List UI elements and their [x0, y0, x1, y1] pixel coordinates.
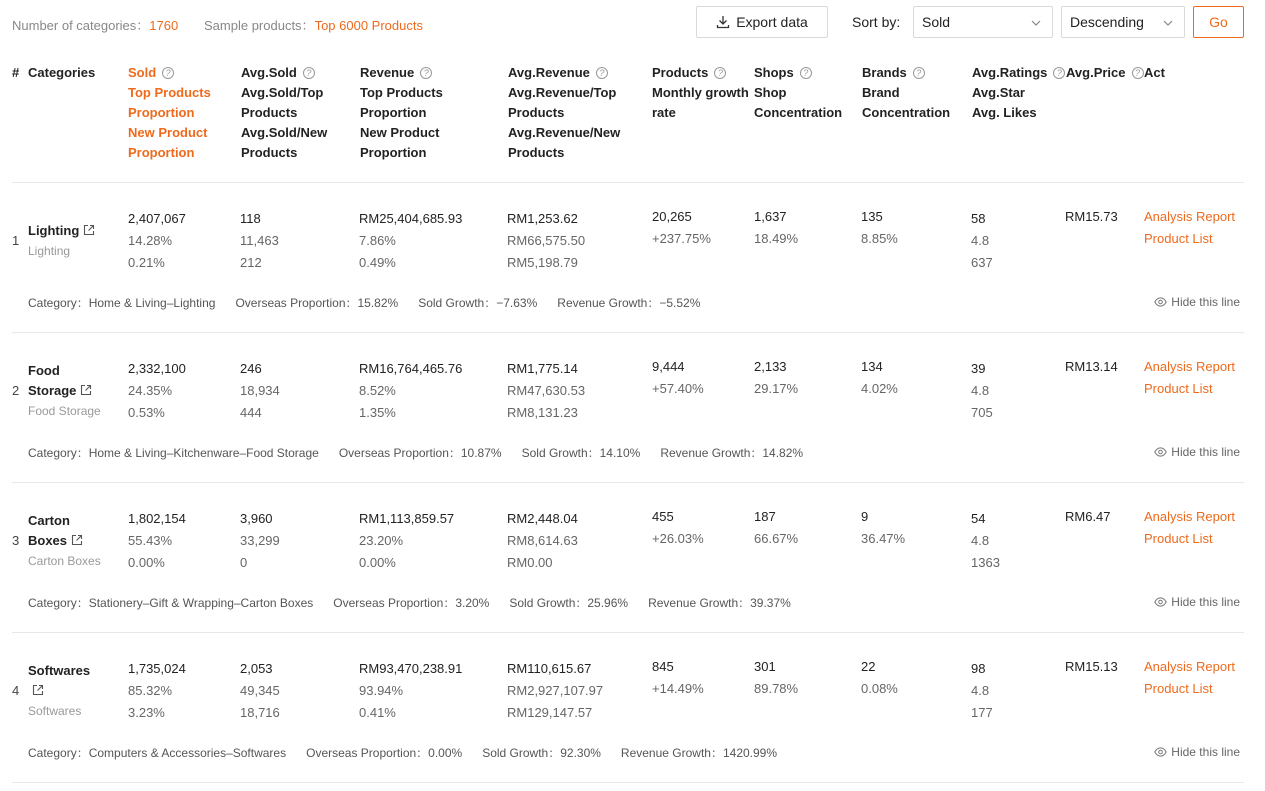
toolbar — [0, 0, 1265, 44]
category-name-text[interactable] — [28, 681, 118, 701]
brands-value: 0.08% — [861, 681, 898, 696]
sold-cell — [128, 508, 186, 574]
revenue-value: 1.35% — [359, 405, 396, 420]
sort-field-select[interactable] — [913, 6, 1053, 38]
products-value: 20,265 — [652, 209, 692, 224]
help-icon[interactable]: ? — [303, 67, 315, 79]
avg-sold-value: 33,299 — [240, 533, 280, 548]
sold-growth-text: Sold Growth：−7.63% — [418, 296, 538, 310]
category-subname: Softwares — [28, 704, 82, 718]
category-subname: Lighting — [28, 244, 71, 258]
row-footer — [28, 744, 797, 761]
sold-growth-text: Sold Growth：14.10% — [521, 446, 641, 460]
hide-line-button[interactable] — [1154, 445, 1240, 459]
avg-revenue-cell — [507, 208, 585, 274]
category-name-text[interactable]: Lighting — [28, 223, 80, 238]
avg-revenue-value: RM110,615.67 — [507, 661, 592, 676]
shops-value: 29.17% — [754, 381, 799, 396]
ratings-value: 177 — [971, 705, 993, 720]
avg-revenue-value: RM2,927,107.97 — [507, 683, 604, 698]
sample-products-value[interactable]: Top 6000 Products — [314, 18, 423, 33]
ratings-value: 4.8 — [971, 683, 990, 698]
avg-sold-value: 2,053 — [240, 661, 273, 676]
sort-by-label: Sort by: — [852, 14, 901, 30]
export-data-button[interactable] — [696, 6, 828, 38]
avg-price-value: RM15.73 — [1065, 209, 1118, 224]
sample-products-label: Sample products： — [204, 18, 315, 33]
sold-value: 1,802,154 — [128, 511, 186, 526]
avg-sold-value: 246 — [240, 361, 262, 376]
categories-count-label: Number of categories： — [12, 18, 150, 33]
hide-line-label: Hide this line — [1171, 445, 1240, 459]
revenue-value: 23.20% — [359, 533, 404, 548]
category-path-text: Category：Stationery–Gift & Wrapping–Carton Boxes — [28, 596, 314, 610]
help-icon[interactable]: ? — [800, 67, 812, 79]
avg-revenue-value: RM0.00 — [507, 555, 553, 570]
ratings-value: 4.8 — [971, 383, 990, 398]
sort-field-value: Sold — [922, 14, 951, 30]
brands-value: 8.85% — [861, 231, 898, 246]
help-icon[interactable]: ? — [714, 67, 726, 79]
avg-revenue-value: RM2,448.04 — [507, 511, 578, 526]
eye-icon — [1154, 597, 1167, 607]
brands-value: 36.47% — [861, 531, 906, 546]
ratings-cell — [971, 358, 993, 424]
overseas-text: Overseas Proportion：15.82% — [235, 296, 399, 310]
table-row — [12, 633, 1244, 783]
help-icon[interactable]: ? — [162, 67, 174, 79]
products-cell — [652, 206, 711, 250]
revenue-value: 93.94% — [359, 683, 404, 698]
products-value: 9,444 — [652, 359, 685, 374]
sold-cell — [128, 658, 186, 724]
header-avg-revenue[interactable]: Avg.Revenue ? Avg.Revenue/Top Products Avg.Revenue/New Products — [508, 65, 621, 160]
help-icon[interactable]: ? — [913, 67, 925, 79]
avg-price-cell — [1065, 506, 1111, 528]
category-path-text: Category：Home & Living–Lighting — [28, 296, 216, 310]
revenue-value: RM1,113,859.57 — [359, 511, 455, 526]
overseas-text: Overseas Proportion：3.20% — [333, 596, 490, 610]
avg-sold-value: 18,934 — [240, 383, 280, 398]
brands-cell — [861, 356, 898, 400]
avg-sold-cell — [240, 508, 280, 574]
shops-value: 89.78% — [754, 681, 799, 696]
category-name-link[interactable] — [28, 511, 118, 551]
revenue-cell — [359, 508, 454, 574]
row-index: 1 — [12, 233, 20, 248]
avg-price-value: RM13.14 — [1065, 359, 1118, 374]
hide-line-label: Hide this line — [1171, 295, 1240, 309]
avg-revenue-value: RM1,253.62 — [507, 211, 578, 226]
categories-count-value: 1760 — [149, 18, 179, 33]
sold-value: 0.00% — [128, 555, 165, 570]
external-link-icon[interactable] — [80, 384, 92, 396]
ratings-value: 4.8 — [971, 233, 990, 248]
avg-revenue-cell — [507, 508, 578, 574]
products-value: 845 — [652, 659, 674, 674]
revenue-value: 0.00% — [359, 555, 396, 570]
row-index: 3 — [12, 533, 20, 548]
header-shops[interactable]: Shops ? Shop Concentration — [754, 65, 843, 120]
avg-price-cell — [1065, 206, 1118, 228]
sample-products — [204, 15, 423, 34]
row-footer — [28, 594, 811, 611]
sold-value: 3.23% — [128, 705, 165, 720]
sold-value: 55.43% — [128, 533, 173, 548]
brands-value: 22 — [861, 659, 876, 674]
overseas-text: Overseas Proportion：0.00% — [306, 746, 463, 760]
ratings-value: 705 — [971, 405, 993, 420]
header-products[interactable]: Products ? Monthly growth rate — [652, 65, 749, 120]
avg-price-cell — [1065, 356, 1118, 378]
category-name-link[interactable] — [28, 221, 118, 241]
sold-growth-text: Sold Growth：92.30% — [482, 746, 601, 760]
ratings-cell — [971, 508, 1000, 574]
product-list-link[interactable]: Product List — [1144, 381, 1213, 396]
brands-value: 135 — [861, 209, 883, 224]
hide-line-button[interactable] — [1154, 295, 1240, 309]
avg-revenue-cell — [507, 658, 603, 724]
revenue-growth-text: Revenue Growth：−5.52% — [557, 296, 701, 310]
chevron-down-icon — [1162, 17, 1174, 29]
products-cell — [652, 656, 704, 700]
sold-value: 85.32% — [128, 683, 173, 698]
help-icon[interactable]: ? — [596, 67, 608, 79]
external-link-icon[interactable] — [71, 534, 83, 546]
analysis-report-link[interactable]: Analysis Report — [1144, 509, 1236, 524]
shops-value: 2,133 — [754, 359, 787, 374]
products-value: +14.49% — [652, 681, 704, 696]
brands-value: 4.02% — [861, 381, 898, 396]
analysis-report-link[interactable]: Analysis Report — [1144, 359, 1236, 374]
avg-revenue-cell — [507, 358, 585, 424]
ratings-value: 4.8 — [971, 533, 990, 548]
revenue-growth-text: Revenue Growth：39.37% — [648, 596, 791, 610]
shops-cell — [754, 656, 798, 700]
sold-value: 24.35% — [128, 383, 173, 398]
download-icon — [716, 15, 730, 29]
avg-sold-value: 0 — [240, 555, 248, 570]
chevron-down-icon — [1030, 17, 1042, 29]
ratings-cell — [971, 658, 993, 724]
export-data-label: Export data — [736, 14, 808, 30]
category-name-link[interactable] — [28, 661, 118, 701]
avg-revenue-value: RM47,630.53 — [507, 383, 586, 398]
avg-sold-value: 444 — [240, 405, 262, 420]
row-index: 2 — [12, 383, 20, 398]
avg-sold-value: 212 — [240, 255, 262, 270]
header-index: # — [12, 65, 20, 80]
avg-revenue-value: RM1,775.14 — [507, 361, 578, 376]
sold-growth-text: Sold Growth：25.96% — [509, 596, 629, 610]
overseas-text: Overseas Proportion：10.87% — [338, 446, 502, 460]
category-name-text[interactable]: Boxes — [28, 531, 118, 551]
revenue-value: 0.49% — [359, 255, 396, 270]
sold-value: 0.53% — [128, 405, 165, 420]
ratings-value: 39 — [971, 361, 986, 376]
category-subname: Food Storage — [28, 404, 101, 418]
eye-icon — [1154, 747, 1167, 757]
ratings-value: 1363 — [971, 555, 1000, 570]
header-revenue[interactable]: Revenue ? Top Products Proportion New Product Proportion — [360, 65, 443, 160]
row-footer — [28, 294, 720, 311]
go-button[interactable]: Go — [1193, 6, 1244, 38]
sold-value: 0.21% — [128, 255, 165, 270]
category-name-text[interactable]: Storage — [28, 381, 118, 401]
avg-revenue-value: RM8,614.63 — [507, 533, 578, 548]
brands-cell — [861, 656, 898, 700]
header-avg-price[interactable]: Avg.Price ? — [1066, 63, 1144, 83]
avg-price-cell — [1065, 656, 1118, 678]
avg-sold-value: 18,716 — [240, 705, 280, 720]
sold-value: 2,407,067 — [128, 211, 186, 226]
products-value: +26.03% — [652, 531, 704, 546]
external-link-icon[interactable] — [32, 684, 44, 696]
shops-cell — [754, 506, 798, 550]
brands-value: 134 — [861, 359, 883, 374]
shops-cell — [754, 206, 798, 250]
shops-value: 66.67% — [754, 531, 799, 546]
brands-cell — [861, 506, 905, 550]
header-brands[interactable]: Brands ? Brand Concentration — [862, 65, 951, 120]
header-avg-sold[interactable]: Avg.Sold ? Avg.Sold/Top Products Avg.Sold/New Products — [241, 65, 328, 160]
revenue-value: RM93,470,238.91 — [359, 661, 463, 676]
shops-value: 301 — [754, 659, 776, 674]
avg-sold-cell — [240, 658, 280, 724]
sort-order-select[interactable] — [1061, 6, 1185, 38]
products-value: +237.75% — [652, 231, 711, 246]
category-subname: Carton Boxes — [28, 554, 101, 568]
brands-cell — [861, 206, 898, 250]
row-footer — [28, 444, 823, 461]
avg-revenue-value: RM129,147.57 — [507, 705, 593, 720]
header-act: Act — [1144, 65, 1165, 80]
row-index: 4 — [12, 683, 20, 698]
eye-icon — [1154, 297, 1167, 307]
table-row — [12, 483, 1244, 633]
revenue-cell — [359, 208, 462, 274]
header-ratings[interactable]: Avg.Ratings ? Avg.Star Avg. Likes — [972, 63, 1065, 123]
sold-value: 2,332,100 — [128, 361, 186, 376]
actions-cell — [1144, 656, 1235, 700]
hide-line-button[interactable] — [1154, 595, 1240, 609]
avg-revenue-value: RM5,198.79 — [507, 255, 578, 270]
ratings-value: 58 — [971, 211, 986, 226]
avg-sold-value: 118 — [240, 211, 261, 226]
help-icon[interactable]: ? — [420, 67, 432, 79]
product-list-link[interactable]: Product List — [1144, 531, 1213, 546]
shops-value: 1,637 — [754, 209, 787, 224]
ratings-value: 54 — [971, 511, 986, 526]
avg-sold-cell — [240, 208, 279, 274]
category-name-text[interactable]: Softwares — [28, 663, 91, 678]
row-divider — [12, 782, 1244, 783]
shops-cell — [754, 356, 798, 400]
table-row — [12, 183, 1244, 333]
shops-value: 18.49% — [754, 231, 799, 246]
avg-sold-value: 49,345 — [240, 683, 280, 698]
category-name-link[interactable] — [28, 361, 118, 401]
avg-price-value: RM15.13 — [1065, 659, 1118, 674]
revenue-value: RM25,404,685.93 — [359, 211, 463, 226]
external-link-icon[interactable] — [83, 224, 95, 236]
sold-cell — [128, 358, 186, 424]
actions-cell — [1144, 206, 1235, 250]
avg-sold-cell — [240, 358, 280, 424]
hide-line-label: Hide this line — [1171, 745, 1240, 759]
category-path-text: Category：Home & Living–Kitchenware–Food Storage — [28, 446, 319, 460]
avg-sold-value: 11,463 — [240, 233, 279, 248]
revenue-value: 7.86% — [359, 233, 396, 248]
ratings-value: 98 — [971, 661, 986, 676]
avg-sold-value: 3,960 — [240, 511, 273, 526]
help-icon[interactable]: ? — [1053, 67, 1065, 79]
products-cell — [652, 356, 704, 400]
sort-order-value: Descending — [1070, 14, 1144, 30]
avg-revenue-value: RM66,575.50 — [507, 233, 586, 248]
eye-icon — [1154, 447, 1167, 457]
hide-line-button[interactable] — [1154, 745, 1240, 759]
actions-cell — [1144, 506, 1235, 550]
revenue-value: 8.52% — [359, 383, 396, 398]
avg-revenue-value: RM8,131.23 — [507, 405, 578, 420]
sold-value: 1,735,024 — [128, 661, 186, 676]
revenue-value: RM16,764,465.76 — [359, 361, 463, 376]
sold-cell — [128, 208, 186, 274]
product-list-link[interactable]: Product List — [1144, 681, 1213, 696]
analysis-report-link[interactable]: Analysis Report — [1144, 209, 1236, 224]
revenue-cell — [359, 658, 462, 724]
actions-cell — [1144, 356, 1235, 400]
ratings-value: 637 — [971, 255, 993, 270]
ratings-cell — [971, 208, 993, 274]
revenue-value: 0.41% — [359, 705, 396, 720]
avg-price-value: RM6.47 — [1065, 509, 1111, 524]
table-row — [12, 333, 1244, 483]
sold-value: 14.28% — [128, 233, 173, 248]
hide-line-label: Hide this line — [1171, 595, 1240, 609]
revenue-cell — [359, 358, 462, 424]
product-list-link[interactable]: Product List — [1144, 231, 1213, 246]
category-name-text[interactable]: Carton — [28, 513, 70, 528]
revenue-growth-text: Revenue Growth：1420.99% — [620, 746, 778, 760]
category-name-text[interactable]: Food — [28, 363, 60, 378]
categories-count — [12, 15, 178, 34]
products-cell — [652, 506, 704, 550]
brands-value: 9 — [861, 509, 869, 524]
revenue-growth-text: Revenue Growth：14.82% — [660, 446, 804, 460]
shops-value: 187 — [754, 509, 776, 524]
header-categories[interactable]: Categories — [28, 65, 96, 80]
help-icon[interactable]: ? — [1132, 67, 1144, 79]
analysis-report-link[interactable]: Analysis Report — [1144, 659, 1236, 674]
products-value: 455 — [652, 509, 674, 524]
products-value: +57.40% — [652, 381, 704, 396]
header-sold[interactable]: Sold ? Top Products Proportion New Product Proportion — [128, 65, 211, 160]
category-path-text: Category：Computers & Accessories–Softwares — [28, 746, 287, 760]
